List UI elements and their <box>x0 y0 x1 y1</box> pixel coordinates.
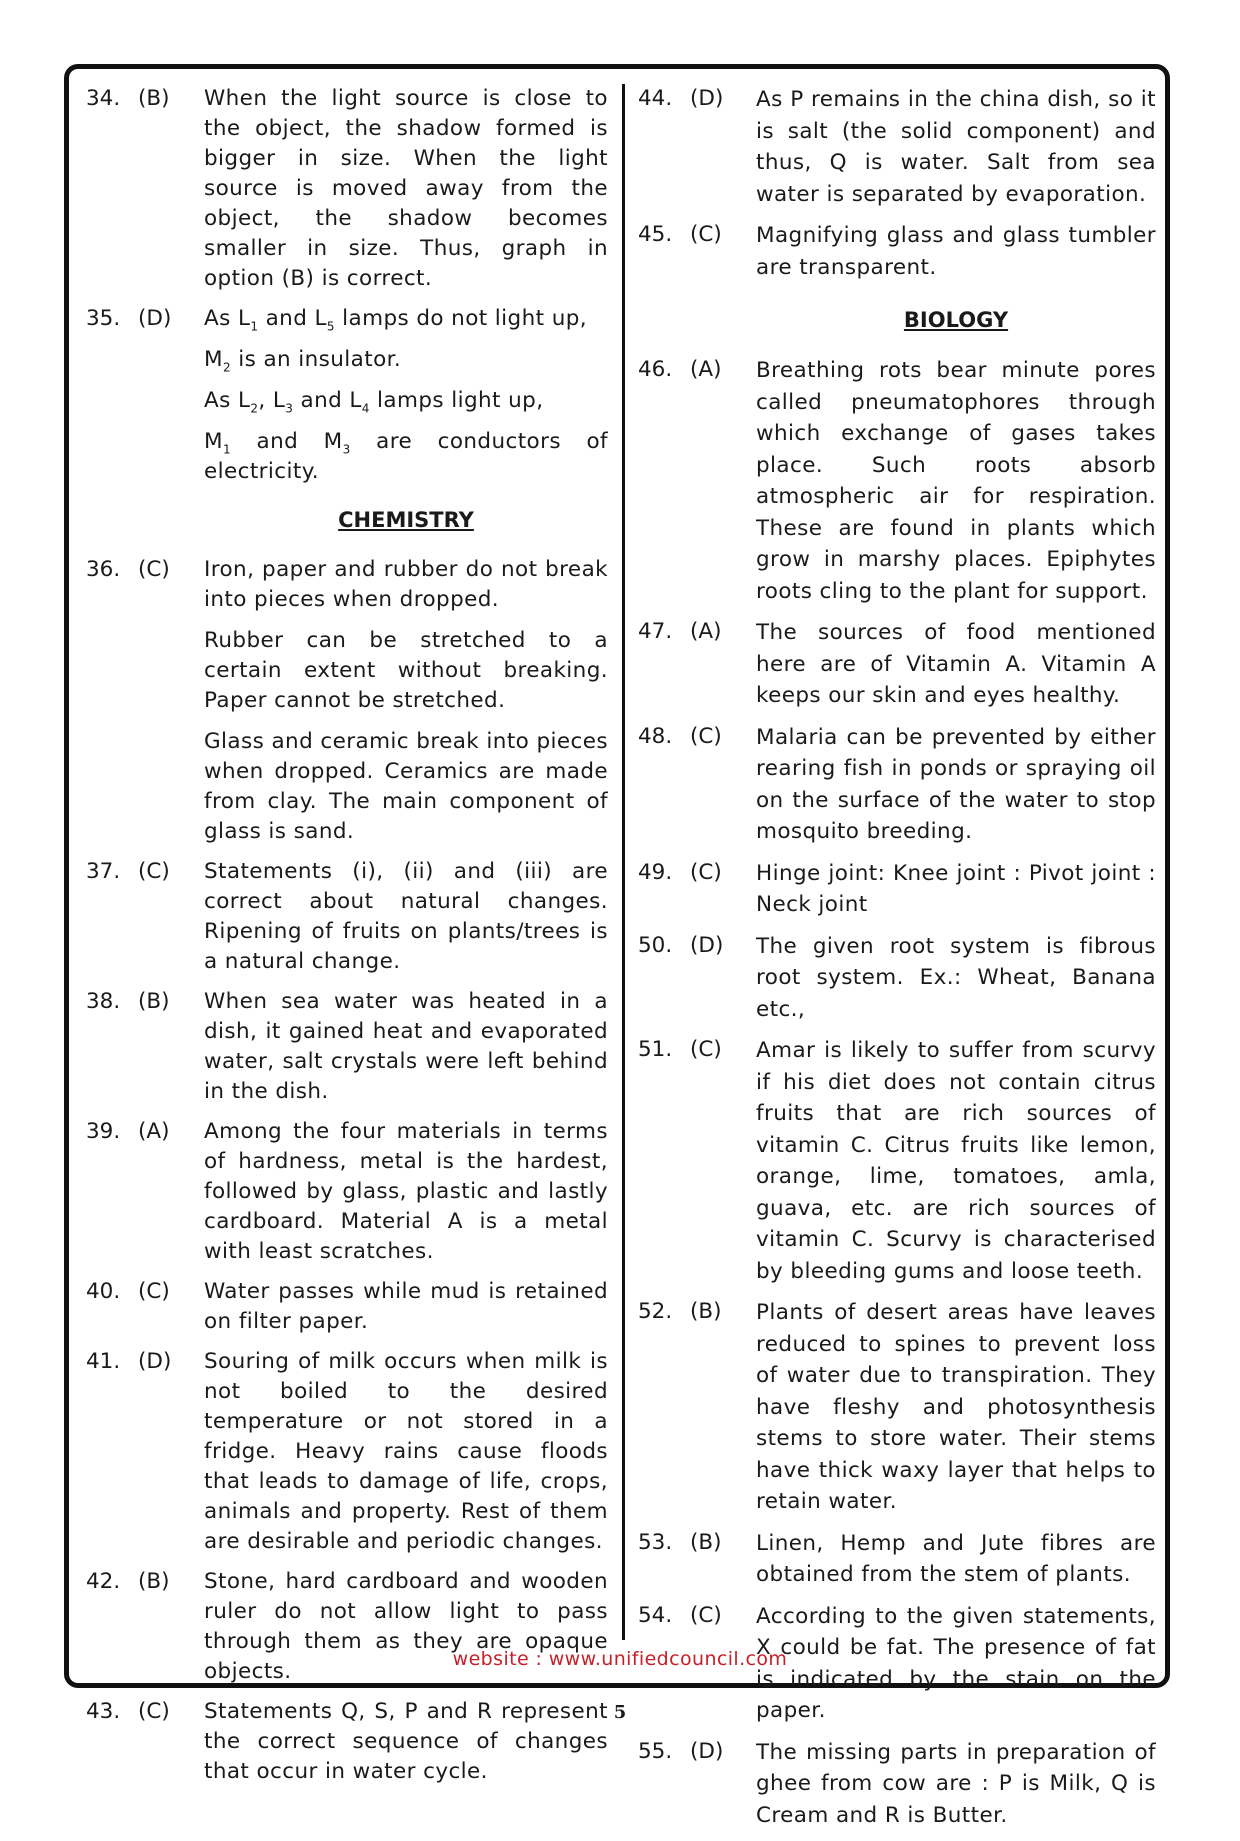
answer-option: (D) <box>690 932 724 958</box>
explanation-paragraph: $M_1$ and $M_3$ are conductors of electricity. <box>204 429 608 484</box>
answer-item <box>638 355 1156 607</box>
answer-option: (A) <box>690 357 722 382</box>
answer-option: (C) <box>138 1279 170 1304</box>
answer-option: (B) <box>690 1529 722 1555</box>
page-number: 5 <box>613 1702 627 1723</box>
explanation-paragraph: Glass and ceramic break into pieces when dropped. Ceramics are made from clay. The main component of glass is sand. <box>204 729 608 844</box>
explanation <box>756 858 1156 921</box>
explanation <box>756 1035 1156 1287</box>
explanation <box>204 84 608 294</box>
question-number: 55. <box>638 1738 673 1764</box>
answer-option: (A) <box>138 1119 170 1144</box>
answer-item <box>638 1035 1156 1287</box>
answer-item <box>638 1737 1156 1832</box>
question-number: 39. <box>86 1119 121 1144</box>
answer-item <box>86 84 608 294</box>
answer-option: (B) <box>138 86 170 111</box>
answer-option: (C) <box>690 1037 722 1062</box>
explanation-paragraph: Stone, hard cardboard and wooden ruler do not allow light to pass through them as they are opaque objects. <box>204 1569 608 1684</box>
explanation <box>204 1347 608 1557</box>
answer-item <box>638 1528 1156 1591</box>
explanation-paragraph: Plants of desert areas have leaves reduced to spines to prevent loss of water due to transpiration. They have fleshy and photosynthesis stems to store water. Their stems have thick waxy layer that helps to retain water. <box>756 1300 1156 1514</box>
question-number: 35. <box>86 306 121 331</box>
answer-option: (C) <box>690 859 722 885</box>
answer-option: (C) <box>138 1699 170 1724</box>
answer-item <box>638 858 1156 921</box>
explanation-paragraph: Magnifying glass and glass tumbler are transparent. <box>756 223 1156 280</box>
explanation-paragraph: As P remains in the china dish, so it is salt (the solid component) and thus, Q is water. Salt from sea water is separated by evaporation. <box>756 87 1156 207</box>
answer-item <box>86 1277 608 1337</box>
answer-item <box>86 857 608 977</box>
answer-option: (D) <box>690 86 724 111</box>
question-number: 44. <box>638 86 673 111</box>
explanation <box>204 555 608 847</box>
explanation <box>756 1737 1156 1832</box>
explanation-paragraph: Statements (i), (ii) and (iii) are correct about natural changes. Ripening of fruits on plants/trees is a natural change. <box>204 859 608 974</box>
answer-item <box>86 1117 608 1267</box>
answer-option: (C) <box>690 1602 722 1628</box>
section-heading: CHEMISTRY <box>338 508 474 532</box>
answer-option: (C) <box>138 859 170 884</box>
answer-option: (C) <box>138 557 170 582</box>
explanation-paragraph: The given root system is fibrous root system. Ex.: Wheat, Banana etc., <box>756 933 1156 1022</box>
explanation <box>756 220 1156 283</box>
explanation <box>756 931 1156 1026</box>
answer-item <box>638 931 1156 1026</box>
answer-option: (C) <box>690 723 722 749</box>
answer-item <box>86 304 608 487</box>
question-number: 37. <box>86 859 121 884</box>
answer-option: (C) <box>690 222 722 247</box>
explanation <box>756 722 1156 848</box>
explanation-paragraph: As $L_2$, $L_3$ and $L_4$ lamps light up, <box>204 388 544 416</box>
explanation-paragraph: Malaria can be prevented by either rearing fish in ponds or spraying oil on the surface of the water to stop mosquito breeding. <box>756 724 1156 844</box>
explanation-paragraph: Linen, Hemp and Jute fibres are obtained from the stem of plants. <box>756 1530 1156 1587</box>
left-column <box>86 84 608 1797</box>
right-column <box>638 84 1156 1841</box>
explanation-paragraph: Iron, paper and rubber do not break into pieces when dropped. <box>204 557 608 612</box>
explanation-paragraph: Rubber can be stretched to a certain extent without breaking. Paper cannot be stretched. <box>204 628 608 713</box>
explanation <box>756 355 1156 607</box>
explanation-paragraph: Breathing rots bear minute pores called pneumatophores through which exchange of gases takes place. Such roots absorb atmospheric air for respiration. These are found in plants which grow in marshy places. Epiphytes roots cling to the plant for support. <box>756 358 1156 604</box>
explanation-paragraph: Hinge joint: Knee joint : Pivot joint : Neck joint <box>756 860 1156 917</box>
question-number: 47. <box>638 619 673 644</box>
question-number: 50. <box>638 932 673 958</box>
answer-item <box>86 987 608 1107</box>
question-number: 51. <box>638 1037 673 1062</box>
explanation-paragraph: Souring of milk occurs when milk is not boiled to the desired temperature or not stored in a fridge. Heavy rains cause floods that leads to damage of life, crops, animals and property. Rest of them are desirable and periodic changes. <box>204 1349 608 1554</box>
explanation <box>204 857 608 977</box>
answer-option: (D) <box>138 306 172 331</box>
question-number: 34. <box>86 86 121 111</box>
explanation-paragraph: Among the four materials in terms of hardness, metal is the hardest, followed by glass, plastic and lastly cardboard. Material A is a metal with least scratches. <box>204 1119 608 1264</box>
section-heading: BIOLOGY <box>903 308 1009 332</box>
explanation-paragraph: According to the given statements, X could be fat. The presence of fat is indicated by the stain on the paper. <box>756 1603 1156 1723</box>
website-footer: website : www.unifiedcouncil.com <box>452 1648 788 1670</box>
explanation-paragraph: Amar is likely to suffer from scurvy if his diet does not contain citrus fruits that are rich sources of vitamin C. Citrus fruits like lemon, orange, lime, tomatoes, amla, guava, etc. are rich sources of vitamin C. Scurvy is characterised by bleeding gums and loose teeth. <box>756 1038 1156 1284</box>
explanation-paragraph: When sea water was heated in a dish, it gained heat and evaporated water, salt crystals were left behind in the dish. <box>204 989 608 1104</box>
explanation <box>756 1297 1156 1518</box>
explanation-paragraph: Statements Q, S, P and R represent the correct sequence of changes that occur in water cycle. <box>204 1699 608 1784</box>
question-number: 36. <box>86 557 121 582</box>
question-number: 42. <box>86 1569 121 1594</box>
answer-option: (D) <box>690 1738 724 1764</box>
question-number: 46. <box>638 357 673 382</box>
explanation <box>204 987 608 1107</box>
explanation-paragraph: As $L_1$ and $L_5$ lamps do not light up, <box>204 306 588 334</box>
explanation <box>204 1277 608 1337</box>
explanation <box>756 617 1156 712</box>
column-divider <box>622 84 625 1640</box>
answer-option: (D) <box>138 1349 172 1374</box>
answer-item <box>638 1297 1156 1518</box>
answer-option: (A) <box>690 619 722 644</box>
explanation <box>204 304 608 487</box>
question-number: 53. <box>638 1529 673 1555</box>
answer-option: (B) <box>138 1569 170 1594</box>
answer-item <box>86 1347 608 1557</box>
explanation <box>204 1117 608 1267</box>
explanation <box>756 84 1156 210</box>
answer-item <box>638 84 1156 210</box>
answer-item <box>638 617 1156 712</box>
explanation-paragraph: When the light source is close to the object, the shadow formed is bigger in size. When the light source is moved away from the object, the shadow becomes smaller in size. Thus, graph in option (B) is correct. <box>204 86 608 291</box>
question-number: 41. <box>86 1349 121 1374</box>
question-number: 48. <box>638 723 673 749</box>
answer-option: (B) <box>138 989 170 1014</box>
answer-item <box>638 722 1156 848</box>
explanation-paragraph: The missing parts in preparation of ghee from cow are : P is Milk, Q is Cream and R is Butter. <box>756 1739 1156 1828</box>
question-number: 49. <box>638 859 673 885</box>
explanation-paragraph: Water passes while mud is retained on filter paper. <box>204 1279 608 1334</box>
explanation-paragraph: $M_2$ is an insulator. <box>204 347 402 375</box>
answer-option: (B) <box>690 1299 722 1324</box>
answer-item <box>86 555 608 847</box>
explanation <box>756 1528 1156 1591</box>
question-number: 40. <box>86 1279 121 1304</box>
answer-item <box>638 220 1156 283</box>
question-number: 45. <box>638 222 673 247</box>
question-number: 54. <box>638 1602 673 1628</box>
question-number: 38. <box>86 989 121 1014</box>
question-number: 52. <box>638 1299 673 1324</box>
explanation-paragraph: The sources of food mentioned here are of Vitamin A. Vitamin A keeps our skin and eyes healthy. <box>756 620 1156 708</box>
question-number: 43. <box>86 1699 121 1724</box>
